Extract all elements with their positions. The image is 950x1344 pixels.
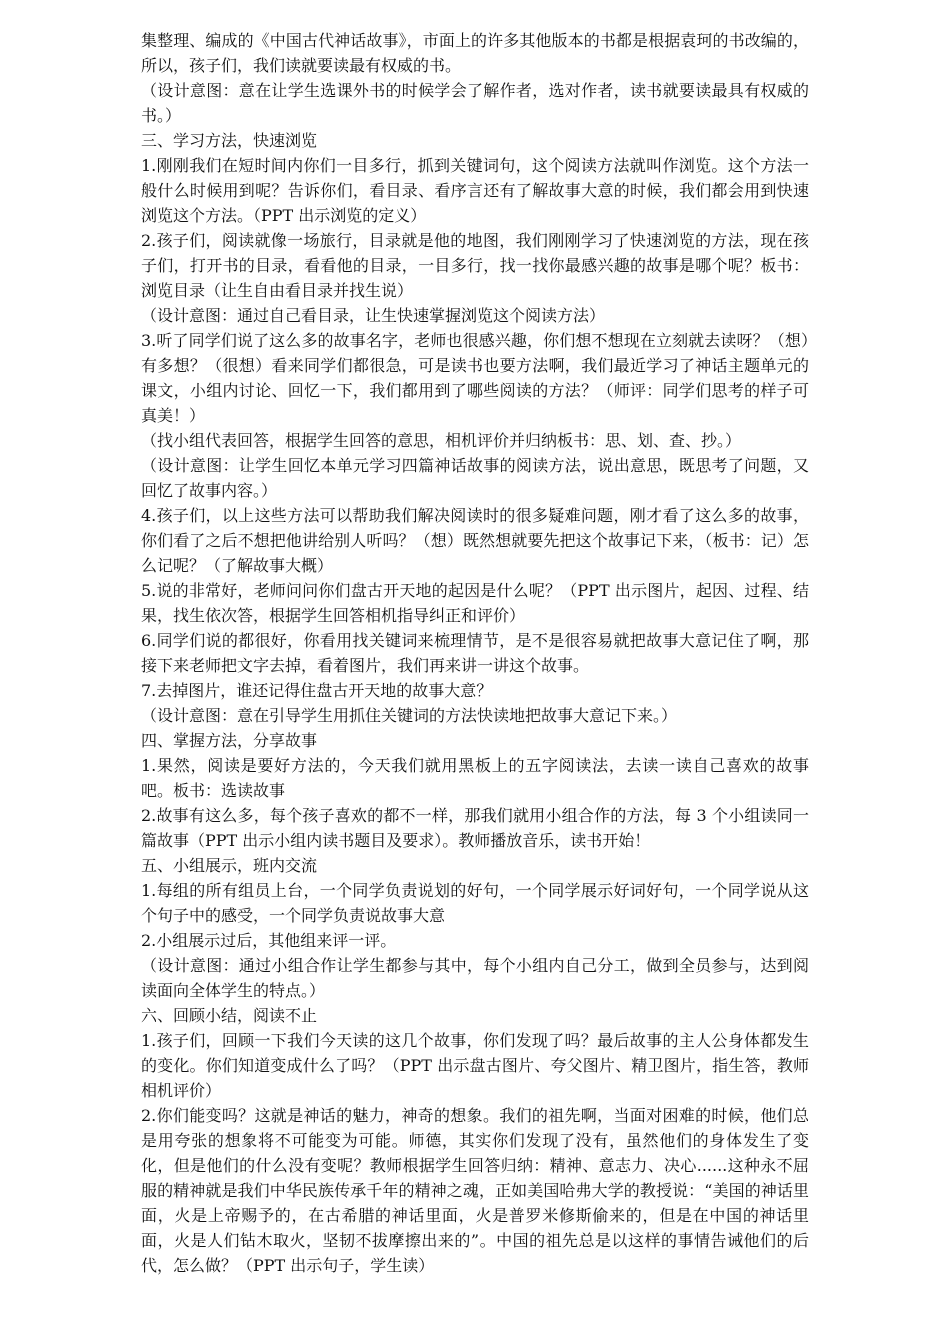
paragraph: 6.同学们说的都很好，你看用找关键词来梳理情节，是不是很容易就把故事大意记住了啊，那接下来老师把文字去掉，看着图片，我们再来讲一讲这个故事。 (141, 631, 809, 675)
paragraph: 2.你们能变吗？这就是神话的魅力，神奇的想象。我们的祖先啊，当面对困难的时候，他们总是用夸张的想象将不可能变为可能。师德，其实你们发现了没有，虽然他们的身体发生了变化，但是他们的什么没有变呢？教师根据学生回答归纳：精神、意志力、决心......这种永不屈服的精神就是我们中华民族传承千年的精神之魂，正如美国哈弗大学的教授说：“美国的神话里面，火是上帝赐予的，在古希腊的神话里面，火是普罗米修斯偷来的，但是在中国的神话里面，火是人们钻木取火，坚韧不拔摩擦出来的”。中国的祖先总是以这样的事情告诫他们的后代，怎么做？（PPT 出示句子，学生读） (141, 1106, 809, 1275)
document-page (141, 28, 809, 1278)
design-intent-note: （设计意图：通过自己看目录，让生快速掌握浏览这个阅读方法） (141, 306, 606, 325)
design-intent-note: （设计意图：意在引导学生用抓住关键词的方法快读地把故事大意记下来。） (141, 706, 678, 725)
paragraph: 4.孩子们，以上这些方法可以帮助我们解决阅读时的很多疑难问题，刚才看了这么多的故事，你们看了之后不想把他讲给别人听吗？（想）既然想就要先把这个故事记下来，（板书：记）怎么记呢？（了解故事大概） (141, 506, 809, 575)
paragraph: 1.刚刚我们在短时间内你们一目多行，抓到关键词句，这个阅读方法就叫作浏览。这个方法一般什么时候用到呢？告诉你们，看目录、看序言还有了解故事大意的时候，我们都会用到快速浏览这个方法。（PPT 出示浏览的定义） (141, 156, 809, 225)
section-heading: 三、学习方法，快速浏览 (141, 131, 318, 150)
paragraph: 集整理、编成的《中国古代神话故事》，市面上的许多其他版本的书都是根据袁珂的书改编的，所以，孩子们，我们读就要读最有权威的书。 (141, 31, 809, 75)
paragraph: 7.去掉图片，谁还记得住盘古开天地的故事大意？ (141, 681, 493, 700)
design-intent-note: （设计意图：让学生回忆本单元学习四篇神话故事的阅读方法，说出意思，既思考了问题，又回忆了故事内容。） (141, 456, 809, 500)
section-heading: 五、小组展示，班内交流 (141, 856, 318, 875)
section-heading: 六、回顾小结，阅读不止 (141, 1006, 318, 1025)
paragraph: （找小组代表回答，根据学生回答的意思，相机评价并归纳板书：思、划、查、抄。） (141, 431, 742, 450)
paragraph: 1.每组的所有组员上台，一个同学负责说划的好句，一个同学展示好词好句，一个同学说从这个句子中的感受，一个同学负责说故事大意 (141, 881, 809, 925)
paragraph: 5.说的非常好，老师问问你们盘古开天地的起因是什么呢？（PPT 出示图片，起因、过程、结果，找生依次答，根据学生回答相机指导纠正和评价） (141, 581, 809, 625)
paragraph: 2.小组展示过后，其他组来评一评。 (141, 931, 397, 950)
paragraph: 3.听了同学们说了这么多的故事名字，老师也很感兴趣，你们想不想现在立刻就去读呀？（想）有多想？（很想）看来同学们都很急，可是读书也要方法啊，我们最近学习了神话主题单元的课文，小组内讨论、回忆一下，我们都用到了哪些阅读的方法？（师评：同学们思考的样子可真美！） (141, 331, 809, 425)
design-intent-note: （设计意图：意在让学生选课外书的时候学会了解作者，选对作者，读书就要读最具有权威的书。） (141, 81, 809, 125)
paragraph: 2.故事有这么多，每个孩子喜欢的都不一样，那我们就用小组合作的方法，每 3 个小组读同一篇故事（PPT 出示小组内读书题目及要求）。教师播放音乐，读书开始！ (141, 806, 809, 850)
paragraph: 1.果然，阅读是要好方法的，今天我们就用黑板上的五字阅读法，去读一读自己喜欢的故事吧。板书：选读故事 (141, 756, 809, 800)
design-intent-note: （设计意图：通过小组合作让学生都参与其中，每个小组内自己分工，做到全员参与，达到阅读面向全体学生的特点。） (141, 956, 809, 1000)
paragraph: 2.孩子们，阅读就像一场旅行，目录就是他的地图，我们刚刚学习了快速浏览的方法，现在孩子们，打开书的目录，看看他的目录，一目多行，找一找你最感兴趣的故事是哪个呢？板书：浏览目录（让生自由看目录并找生说） (141, 231, 809, 300)
paragraph: 1.孩子们，回顾一下我们今天读的这几个故事，你们发现了吗？最后故事的主人公身体都发生的变化。你们知道变成什么了吗？（PPT 出示盘古图片、夸父图片、精卫图片，指生答，教师相机评价） (141, 1031, 809, 1100)
section-heading: 四、掌握方法，分享故事 (141, 731, 318, 750)
